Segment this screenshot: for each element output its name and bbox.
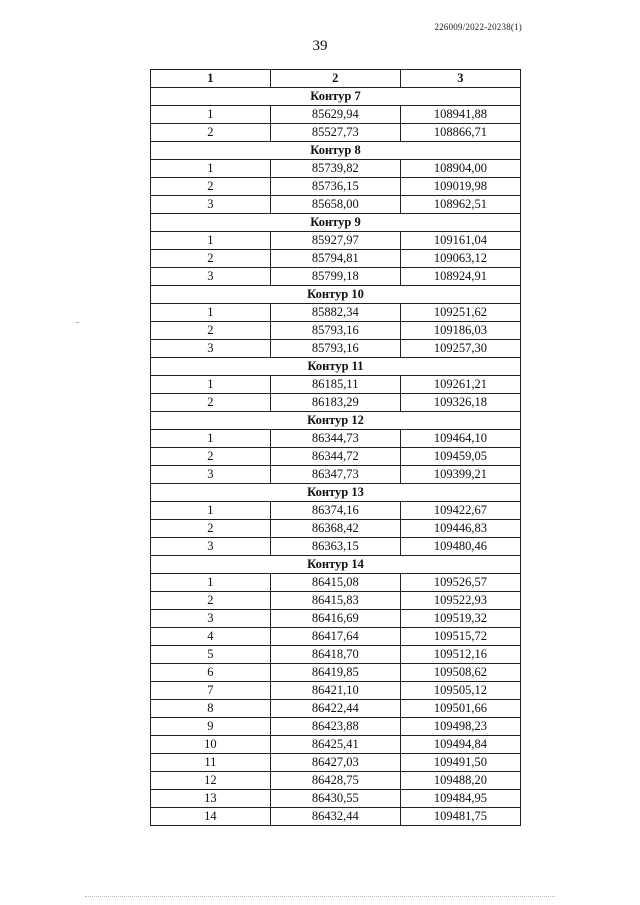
contour-title: Контур 9 [151,214,521,232]
point-number-cell: 13 [151,790,271,808]
x-coordinate-cell: 85927,97 [270,232,400,250]
table-row [151,448,521,466]
x-coordinate-cell: 86423,88 [270,718,400,736]
x-coordinate-cell: 85793,16 [270,322,400,340]
contour-header-row [151,214,521,232]
contour-title: Контур 11 [151,358,521,376]
contour-header-row [151,142,521,160]
contour-title: Контур 7 [151,88,521,106]
y-coordinate-cell: 109459,05 [400,448,520,466]
point-number-cell: 11 [151,754,271,772]
y-coordinate-cell: 109494,84 [400,736,520,754]
point-number-cell: 2 [151,250,271,268]
y-coordinate-cell: 109446,83 [400,520,520,538]
x-coordinate-cell: 85882,34 [270,304,400,322]
x-coordinate-cell: 85799,18 [270,268,400,286]
y-coordinate-cell: 109501,66 [400,700,520,718]
y-coordinate-cell: 109498,23 [400,718,520,736]
point-number-cell: 1 [151,232,271,250]
table-row [151,160,521,178]
point-number-cell: 1 [151,160,271,178]
contour-header-row [151,358,521,376]
point-number-cell: 2 [151,520,271,538]
point-number-cell: 5 [151,646,271,664]
y-coordinate-cell: 109508,62 [400,664,520,682]
x-coordinate-cell: 86415,08 [270,574,400,592]
point-number-cell: 2 [151,394,271,412]
x-coordinate-cell: 85658,00 [270,196,400,214]
point-number-cell: 3 [151,610,271,628]
x-coordinate-cell: 86344,72 [270,448,400,466]
contour-title: Контур 13 [151,484,521,502]
table-row [151,196,521,214]
y-coordinate-cell: 109484,95 [400,790,520,808]
table-row [151,610,521,628]
table-row [151,502,521,520]
x-coordinate-cell: 85794,81 [270,250,400,268]
table-row [151,466,521,484]
table-row [151,394,521,412]
point-number-cell: 2 [151,178,271,196]
y-coordinate-cell: 109257,30 [400,340,520,358]
y-coordinate-cell: 109251,62 [400,304,520,322]
point-number-cell: 1 [151,574,271,592]
y-coordinate-cell: 109063,12 [400,250,520,268]
point-number-cell: 3 [151,340,271,358]
y-coordinate-cell: 108904,00 [400,160,520,178]
point-number-cell: 2 [151,322,271,340]
y-coordinate-cell: 109488,20 [400,772,520,790]
y-coordinate-cell: 109491,50 [400,754,520,772]
point-number-cell: 2 [151,592,271,610]
table-row [151,520,521,538]
contour-header-row [151,412,521,430]
y-coordinate-cell: 109326,18 [400,394,520,412]
table-row [151,646,521,664]
x-coordinate-cell: 86418,70 [270,646,400,664]
table-row [151,376,521,394]
table-row [151,754,521,772]
table-body [151,88,521,826]
x-coordinate-cell: 86427,03 [270,754,400,772]
y-coordinate-cell: 108924,91 [400,268,520,286]
point-number-cell: 3 [151,466,271,484]
y-coordinate-cell: 108962,51 [400,196,520,214]
column-header-2: 2 [270,70,400,88]
contour-title: Контур 12 [151,412,521,430]
point-number-cell: 3 [151,538,271,556]
x-coordinate-cell: 86347,73 [270,466,400,484]
table-row [151,106,521,124]
contour-title: Контур 14 [151,556,521,574]
margin-mark [76,322,79,323]
x-coordinate-cell: 86185,11 [270,376,400,394]
table-row [151,124,521,142]
table-header-row [151,70,521,88]
y-coordinate-cell: 109019,98 [400,178,520,196]
page-number: 39 [312,38,328,54]
table-row [151,718,521,736]
x-coordinate-cell: 86416,69 [270,610,400,628]
point-number-cell: 14 [151,808,271,826]
point-number-cell: 12 [151,772,271,790]
column-header-3: 3 [400,70,520,88]
point-number-cell: 2 [151,448,271,466]
y-coordinate-cell: 108866,71 [400,124,520,142]
y-coordinate-cell: 109526,57 [400,574,520,592]
point-number-cell: 10 [151,736,271,754]
x-coordinate-cell: 85736,15 [270,178,400,196]
table-row [151,574,521,592]
point-number-cell: 1 [151,304,271,322]
contour-title: Контур 8 [151,142,521,160]
x-coordinate-cell: 86368,42 [270,520,400,538]
table-row [151,592,521,610]
y-coordinate-cell: 109261,21 [400,376,520,394]
x-coordinate-cell: 86421,10 [270,682,400,700]
y-coordinate-cell: 109481,75 [400,808,520,826]
x-coordinate-cell: 86363,15 [270,538,400,556]
y-coordinate-cell: 109522,93 [400,592,520,610]
point-number-cell: 8 [151,700,271,718]
x-coordinate-cell: 86432,44 [270,808,400,826]
point-number-cell: 1 [151,502,271,520]
column-header-1: 1 [151,70,271,88]
x-coordinate-cell: 86422,44 [270,700,400,718]
point-number-cell: 6 [151,664,271,682]
x-coordinate-cell: 86374,16 [270,502,400,520]
table-row [151,682,521,700]
table-row [151,322,521,340]
table-row [151,232,521,250]
point-number-cell: 3 [151,268,271,286]
x-coordinate-cell: 86428,75 [270,772,400,790]
table-row [151,790,521,808]
point-number-cell: 7 [151,682,271,700]
contour-title: Контур 10 [151,286,521,304]
coordinates-table [150,69,521,826]
y-coordinate-cell: 109186,03 [400,322,520,340]
table-row [151,340,521,358]
table-row [151,808,521,826]
y-coordinate-cell: 109480,46 [400,538,520,556]
y-coordinate-cell: 109464,10 [400,430,520,448]
scan-artifact-line [85,896,555,897]
y-coordinate-cell: 109422,67 [400,502,520,520]
x-coordinate-cell: 86430,55 [270,790,400,808]
point-number-cell: 9 [151,718,271,736]
table-row [151,538,521,556]
table-row [151,304,521,322]
y-coordinate-cell: 109519,32 [400,610,520,628]
point-number-cell: 4 [151,628,271,646]
table-row [151,250,521,268]
x-coordinate-cell: 86419,85 [270,664,400,682]
contour-header-row [151,286,521,304]
y-coordinate-cell: 109505,12 [400,682,520,700]
table-row [151,700,521,718]
contour-header-row [151,88,521,106]
table-row [151,664,521,682]
y-coordinate-cell: 108941,88 [400,106,520,124]
x-coordinate-cell: 85739,82 [270,160,400,178]
y-coordinate-cell: 109161,04 [400,232,520,250]
point-number-cell: 1 [151,430,271,448]
x-coordinate-cell: 86344,73 [270,430,400,448]
y-coordinate-cell: 109515,72 [400,628,520,646]
table-row [151,268,521,286]
point-number-cell: 1 [151,376,271,394]
contour-header-row [151,556,521,574]
table-row [151,772,521,790]
point-number-cell: 2 [151,124,271,142]
point-number-cell: 3 [151,196,271,214]
table-row [151,736,521,754]
table-row [151,178,521,196]
x-coordinate-cell: 85527,73 [270,124,400,142]
table-row [151,430,521,448]
x-coordinate-cell: 86183,29 [270,394,400,412]
x-coordinate-cell: 85629,94 [270,106,400,124]
y-coordinate-cell: 109512,16 [400,646,520,664]
point-number-cell: 1 [151,106,271,124]
document-reference: 226009/2022-20238(1) [434,22,522,32]
x-coordinate-cell: 85793,16 [270,340,400,358]
x-coordinate-cell: 86415,83 [270,592,400,610]
contour-header-row [151,484,521,502]
x-coordinate-cell: 86425,41 [270,736,400,754]
y-coordinate-cell: 109399,21 [400,466,520,484]
table-row [151,628,521,646]
x-coordinate-cell: 86417,64 [270,628,400,646]
